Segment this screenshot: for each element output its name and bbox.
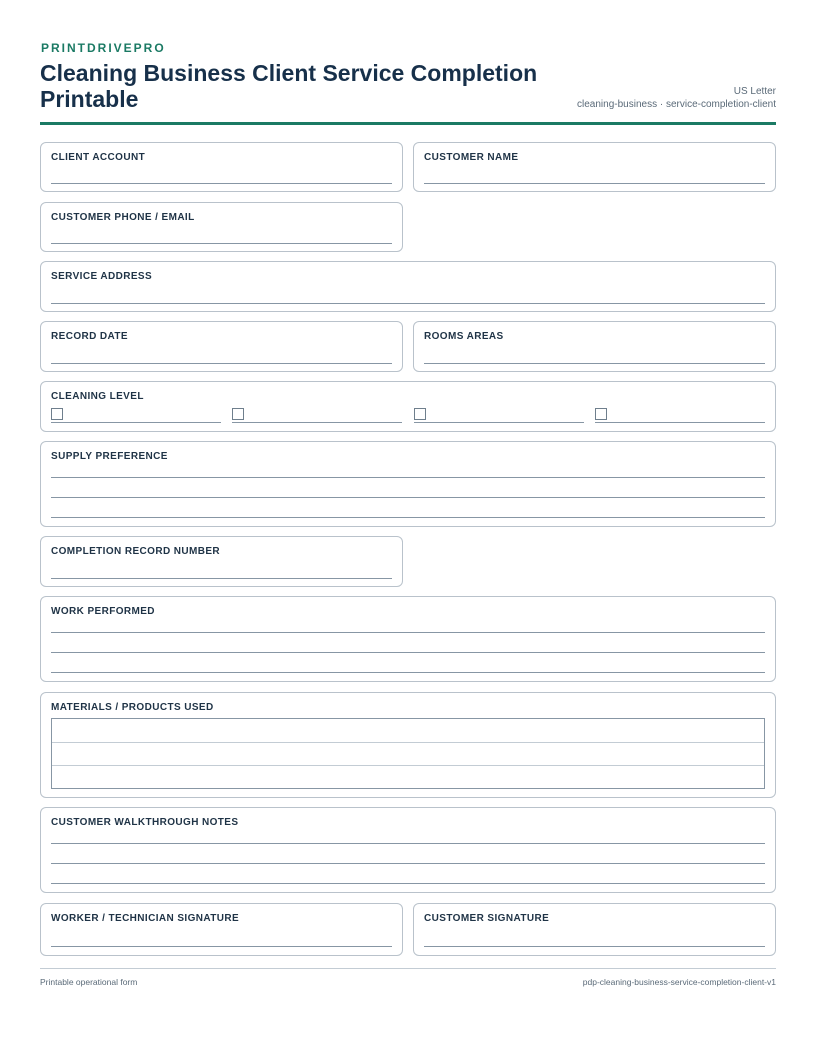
field-label: CUSTOMER WALKTHROUGH NOTES <box>51 817 239 828</box>
record-date-field[interactable] <box>40 321 403 372</box>
write-line <box>51 863 765 864</box>
write-line <box>51 243 392 244</box>
field-label: SUPPLY PREFERENCE <box>51 451 168 462</box>
cleaning-level-option-1[interactable] <box>51 408 221 422</box>
checkbox[interactable] <box>414 408 426 420</box>
write-line <box>51 363 392 364</box>
checkbox[interactable] <box>595 408 607 420</box>
customer-phone-email-field[interactable] <box>40 202 403 252</box>
write-line <box>51 303 765 304</box>
field-label: WORK PERFORMED <box>51 606 155 617</box>
customer-signature-field[interactable] <box>413 903 776 956</box>
write-line <box>51 497 765 498</box>
cleaning-level-field <box>40 381 776 432</box>
field-label: CUSTOMER NAME <box>424 152 519 163</box>
worker-signature-field[interactable] <box>40 903 403 956</box>
write-line <box>424 183 765 184</box>
table-row-divider <box>52 765 764 766</box>
table-row-divider <box>52 742 764 743</box>
footer-rule <box>40 968 776 969</box>
paper-size: US Letter <box>733 86 776 97</box>
client-account-field[interactable] <box>40 142 403 192</box>
field-label: CLEANING LEVEL <box>51 391 144 402</box>
completion-record-number-field[interactable] <box>40 536 403 587</box>
write-line <box>232 422 402 423</box>
field-label: ROOMS AREAS <box>424 331 504 342</box>
rooms-areas-field[interactable] <box>413 321 776 372</box>
write-line <box>51 843 765 844</box>
field-label: CUSTOMER PHONE / EMAIL <box>51 212 195 223</box>
cleaning-level-option-4[interactable] <box>595 408 765 422</box>
write-line <box>51 578 392 579</box>
materials-products-used-field <box>40 692 776 798</box>
write-line <box>51 477 765 478</box>
signature-line <box>424 946 765 947</box>
customer-name-field[interactable] <box>413 142 776 192</box>
materials-table[interactable] <box>51 718 765 789</box>
cleaning-level-option-2[interactable] <box>232 408 402 422</box>
service-address-field[interactable] <box>40 261 776 312</box>
checkbox[interactable] <box>232 408 244 420</box>
checkbox[interactable] <box>51 408 63 420</box>
brand-name: PRINTDRIVEPRO <box>41 41 166 55</box>
field-label: CUSTOMER SIGNATURE <box>424 913 550 924</box>
write-line <box>51 652 765 653</box>
write-line <box>595 422 765 423</box>
write-line <box>424 363 765 364</box>
page-title: Cleaning Business Client Service Completion Printable <box>40 60 538 112</box>
write-line <box>51 672 765 673</box>
field-label: SERVICE ADDRESS <box>51 271 153 282</box>
field-label: CLIENT ACCOUNT <box>51 152 146 163</box>
write-line <box>51 883 765 884</box>
field-label: RECORD DATE <box>51 331 128 342</box>
write-line <box>51 632 765 633</box>
template-path: cleaning-business · service-completion-client <box>577 99 776 110</box>
write-line <box>51 422 221 423</box>
field-label: WORKER / TECHNICIAN SIGNATURE <box>51 913 240 924</box>
header-rule <box>40 122 776 125</box>
field-label: COMPLETION RECORD NUMBER <box>51 546 221 557</box>
write-line <box>51 517 765 518</box>
header-meta <box>577 85 776 111</box>
footer-form-id: pdp-cleaning-business-service-completion-client-v1 <box>582 977 776 987</box>
write-line <box>51 183 392 184</box>
footer-left-text: Printable operational form <box>40 977 138 987</box>
supply-preference-field[interactable] <box>40 441 776 527</box>
customer-walkthrough-notes-field[interactable] <box>40 807 776 893</box>
field-label: MATERIALS / PRODUCTS USED <box>51 702 214 713</box>
cleaning-level-option-3[interactable] <box>414 408 584 422</box>
signature-line <box>51 946 392 947</box>
work-performed-field[interactable] <box>40 596 776 682</box>
write-line <box>414 422 584 423</box>
